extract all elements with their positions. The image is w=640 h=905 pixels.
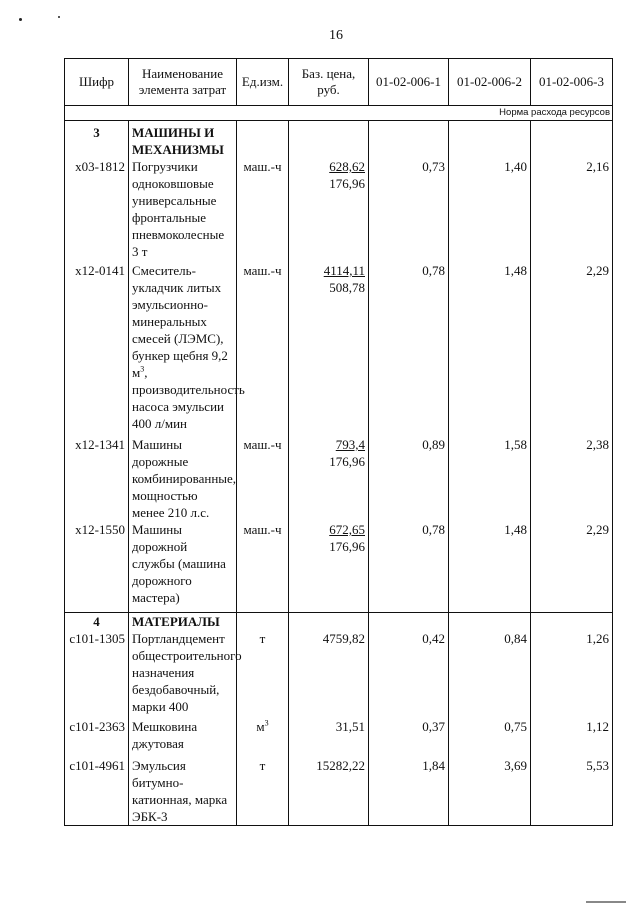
- row-value-3: 2,29: [531, 521, 613, 612]
- resource-norms-table: [64, 58, 613, 826]
- row-value-2: 1,58: [449, 436, 531, 521]
- table-row: [65, 630, 613, 718]
- row-name: Портландцемент общестроительного назначения бездобавочный, марки 400: [129, 630, 237, 718]
- row-unit: $м^3$: [237, 718, 289, 757]
- table-row: [65, 521, 613, 612]
- price-bottom: 508,78: [329, 280, 365, 295]
- row-price: 31,51: [289, 718, 369, 757]
- row-price: 15282,22: [289, 757, 369, 826]
- row-value-3: 5,53: [531, 757, 613, 826]
- header-col2: 01-02-006-2: [449, 59, 531, 106]
- table-row: [65, 158, 613, 262]
- table-row: [65, 718, 613, 757]
- row-value-2: 1,48: [449, 521, 531, 612]
- price-bottom: 176,96: [329, 454, 365, 469]
- row-name: Машины дорожной службы (машина дорожного мастера): [129, 521, 237, 612]
- row-value-2: 1,48: [449, 262, 531, 436]
- price-top: 4114,11: [323, 263, 365, 278]
- row-unit: маш.-ч: [237, 158, 289, 262]
- row-price: [289, 262, 369, 436]
- price-bottom: 176,96: [329, 176, 365, 191]
- price-top: 672,65: [329, 522, 365, 537]
- row-value-1: 0,78: [369, 521, 449, 612]
- header-name: Наименование элемента затрат: [129, 59, 237, 106]
- row-name: Погрузчики одноковшовые универсальные фронтальные пневмоколесные 3 т: [129, 158, 237, 262]
- row-name: Смеситель-укладчик литых эмульсионно-минеральных смесей (ЛЭМС), бункер щебня 9,2 $м^3$, производительность насоса эмульсии 400 л/мин: [129, 262, 237, 436]
- row-unit: маш.-ч: [237, 521, 289, 612]
- row-value-1: 0,89: [369, 436, 449, 521]
- header-code: Шифр: [65, 59, 129, 106]
- header-unit: Ед.изм.: [237, 59, 289, 106]
- header-col1: 01-02-006-1: [369, 59, 449, 106]
- row-value-3: 2,38: [531, 436, 613, 521]
- row-price: [289, 521, 369, 612]
- section-title: МАШИНЫ И МЕХАНИЗМЫ: [132, 125, 224, 157]
- row-price: 4759,82: [289, 630, 369, 718]
- row-code: х12-1341: [65, 436, 129, 521]
- scan-dot: [58, 16, 60, 18]
- row-price: [289, 158, 369, 262]
- row-name: Эмульсия битумно-катионная, марка ЭБК-3: [129, 757, 237, 826]
- scan-dot: [19, 18, 22, 21]
- price-top: 628,62: [329, 159, 365, 174]
- row-value-2: 0,84: [449, 630, 531, 718]
- row-code: х12-1550: [65, 521, 129, 612]
- section-header: [65, 121, 613, 159]
- norma-row: [65, 106, 613, 121]
- row-code: х12-0141: [65, 262, 129, 436]
- row-value-3: 1,26: [531, 630, 613, 718]
- table-row: [65, 757, 613, 826]
- table-row: [65, 262, 613, 436]
- price-top: 793,4: [335, 437, 365, 452]
- row-value-1: 0,78: [369, 262, 449, 436]
- scan-edge-line: [586, 901, 626, 903]
- section-number: 4: [93, 613, 100, 629]
- row-name: Машины дорожные комбинированные, мощностью менее 210 л.с.: [129, 436, 237, 521]
- page-number: 16: [329, 28, 343, 43]
- row-unit: маш.-ч: [237, 262, 289, 436]
- row-value-2: 1,40: [449, 158, 531, 262]
- row-value-1: 0,42: [369, 630, 449, 718]
- row-value-3: 1,12: [531, 718, 613, 757]
- section-header: [65, 612, 613, 630]
- header-col3: 01-02-006-3: [531, 59, 613, 106]
- row-code: х03-1812: [65, 158, 129, 262]
- row-value-1: 0,37: [369, 718, 449, 757]
- row-unit: маш.-ч: [237, 436, 289, 521]
- row-value-1: 1,84: [369, 757, 449, 826]
- norma-label: Норма расхода ресурсов: [65, 106, 613, 121]
- row-value-1: 0,73: [369, 158, 449, 262]
- row-name: Мешковина джутовая: [129, 718, 237, 757]
- header-price: Баз. цена, руб.: [289, 59, 369, 106]
- section-title: МАТЕРИАЛЫ: [132, 613, 220, 629]
- row-price: [289, 436, 369, 521]
- row-value-3: 2,16: [531, 158, 613, 262]
- row-value-2: 0,75: [449, 718, 531, 757]
- row-code: с101-4961: [65, 757, 129, 826]
- row-code: с101-1305: [65, 630, 129, 718]
- header-row: [65, 59, 613, 106]
- row-value-3: 2,29: [531, 262, 613, 436]
- price-bottom: 176,96: [329, 539, 365, 554]
- section-number: 3: [93, 125, 100, 140]
- row-unit: т: [237, 757, 289, 826]
- row-code: с101-2363: [65, 718, 129, 757]
- row-value-2: 3,69: [449, 757, 531, 826]
- table-row: [65, 436, 613, 521]
- row-unit: т: [237, 630, 289, 718]
